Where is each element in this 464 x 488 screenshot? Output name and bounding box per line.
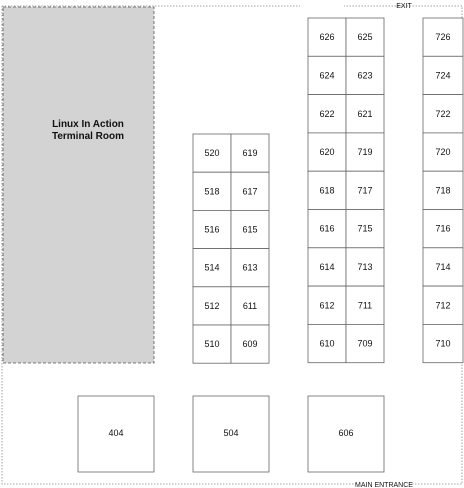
booth-516 bbox=[193, 210, 231, 248]
booth-713 bbox=[346, 248, 384, 286]
booth-number: 718 bbox=[435, 185, 451, 196]
booth-623 bbox=[346, 56, 384, 94]
terminal-room bbox=[3, 7, 154, 363]
booth-514 bbox=[193, 249, 231, 287]
booth-number: 716 bbox=[435, 223, 451, 234]
booth-number: 623 bbox=[357, 70, 373, 81]
booth-number: 512 bbox=[204, 300, 220, 311]
booth-number: 615 bbox=[242, 224, 258, 235]
booth-number: 617 bbox=[242, 186, 258, 197]
room-number: 404 bbox=[108, 428, 124, 438]
booth-number: 720 bbox=[435, 147, 451, 158]
booth-612 bbox=[308, 286, 346, 324]
booth-714 bbox=[423, 248, 463, 286]
booth-626 bbox=[308, 18, 346, 56]
booth-726 bbox=[423, 18, 463, 56]
booth-615 bbox=[231, 210, 269, 248]
booth-number: 711 bbox=[357, 300, 373, 311]
booth-613 bbox=[231, 249, 269, 287]
booth-number: 611 bbox=[242, 300, 258, 311]
booth-616 bbox=[308, 210, 346, 248]
booth-number: 625 bbox=[357, 32, 373, 43]
booth-number: 612 bbox=[319, 300, 335, 311]
booth-512 bbox=[193, 287, 231, 325]
booth-grid bbox=[193, 18, 463, 363]
booth-722 bbox=[423, 95, 463, 133]
booth-number: 624 bbox=[319, 70, 335, 81]
booth-number: 520 bbox=[204, 148, 220, 159]
booth-number: 609 bbox=[242, 339, 258, 350]
room-number: 606 bbox=[338, 428, 354, 438]
booth-number: 516 bbox=[204, 224, 220, 235]
bottom-room-404 bbox=[78, 396, 154, 472]
bottom-room-504 bbox=[193, 396, 269, 472]
booth-number: 719 bbox=[357, 147, 373, 158]
terminal-room-title: Linux In Action bbox=[52, 119, 124, 130]
booth-number: 626 bbox=[319, 32, 335, 43]
booth-609 bbox=[231, 325, 269, 363]
booth-718 bbox=[423, 171, 463, 209]
booth-719 bbox=[346, 133, 384, 171]
booth-number: 620 bbox=[319, 147, 335, 158]
booth-number: 722 bbox=[435, 108, 451, 119]
booth-number: 709 bbox=[357, 338, 373, 349]
booth-number: 510 bbox=[204, 339, 220, 350]
booth-number: 710 bbox=[435, 338, 451, 349]
booth-614 bbox=[308, 248, 346, 286]
booth-number: 514 bbox=[204, 262, 220, 273]
booth-715 bbox=[346, 210, 384, 248]
booth-709 bbox=[346, 324, 384, 362]
booth-number: 619 bbox=[242, 148, 258, 159]
booth-number: 712 bbox=[435, 300, 451, 311]
booth-number: 613 bbox=[242, 262, 258, 273]
booth-720 bbox=[423, 133, 463, 171]
booth-724 bbox=[423, 56, 463, 94]
booth-617 bbox=[231, 172, 269, 210]
booth-712 bbox=[423, 286, 463, 324]
room-number: 504 bbox=[223, 428, 239, 438]
booth-number: 715 bbox=[357, 223, 373, 234]
booth-711 bbox=[346, 286, 384, 324]
booth-number: 717 bbox=[357, 185, 373, 196]
booth-number: 610 bbox=[319, 338, 335, 349]
booth-625 bbox=[346, 18, 384, 56]
booth-number: 724 bbox=[435, 70, 451, 81]
booth-716 bbox=[423, 210, 463, 248]
main-entrance-label: MAIN ENTRANCE bbox=[355, 482, 413, 488]
booth-717 bbox=[346, 171, 384, 209]
booth-number: 713 bbox=[357, 261, 373, 272]
booth-621 bbox=[346, 95, 384, 133]
booth-510 bbox=[193, 325, 231, 363]
booth-number: 622 bbox=[319, 108, 335, 119]
booth-number: 726 bbox=[435, 32, 451, 43]
booth-618 bbox=[308, 171, 346, 209]
booth-611 bbox=[231, 287, 269, 325]
booth-624 bbox=[308, 56, 346, 94]
bottom-room-606 bbox=[308, 396, 384, 472]
booth-622 bbox=[308, 95, 346, 133]
booth-610 bbox=[308, 324, 346, 362]
booth-number: 621 bbox=[357, 108, 373, 119]
terminal-room-subtitle: Terminal Room bbox=[51, 131, 125, 142]
booth-710 bbox=[423, 324, 463, 362]
booth-number: 714 bbox=[435, 261, 451, 272]
booth-number: 616 bbox=[319, 223, 335, 234]
booth-number: 518 bbox=[204, 186, 220, 197]
booth-520 bbox=[193, 134, 231, 172]
exit-label: EXIT bbox=[396, 3, 412, 10]
booth-518 bbox=[193, 172, 231, 210]
booth-619 bbox=[231, 134, 269, 172]
booth-number: 618 bbox=[319, 185, 335, 196]
booth-number: 614 bbox=[319, 261, 335, 272]
booth-620 bbox=[308, 133, 346, 171]
